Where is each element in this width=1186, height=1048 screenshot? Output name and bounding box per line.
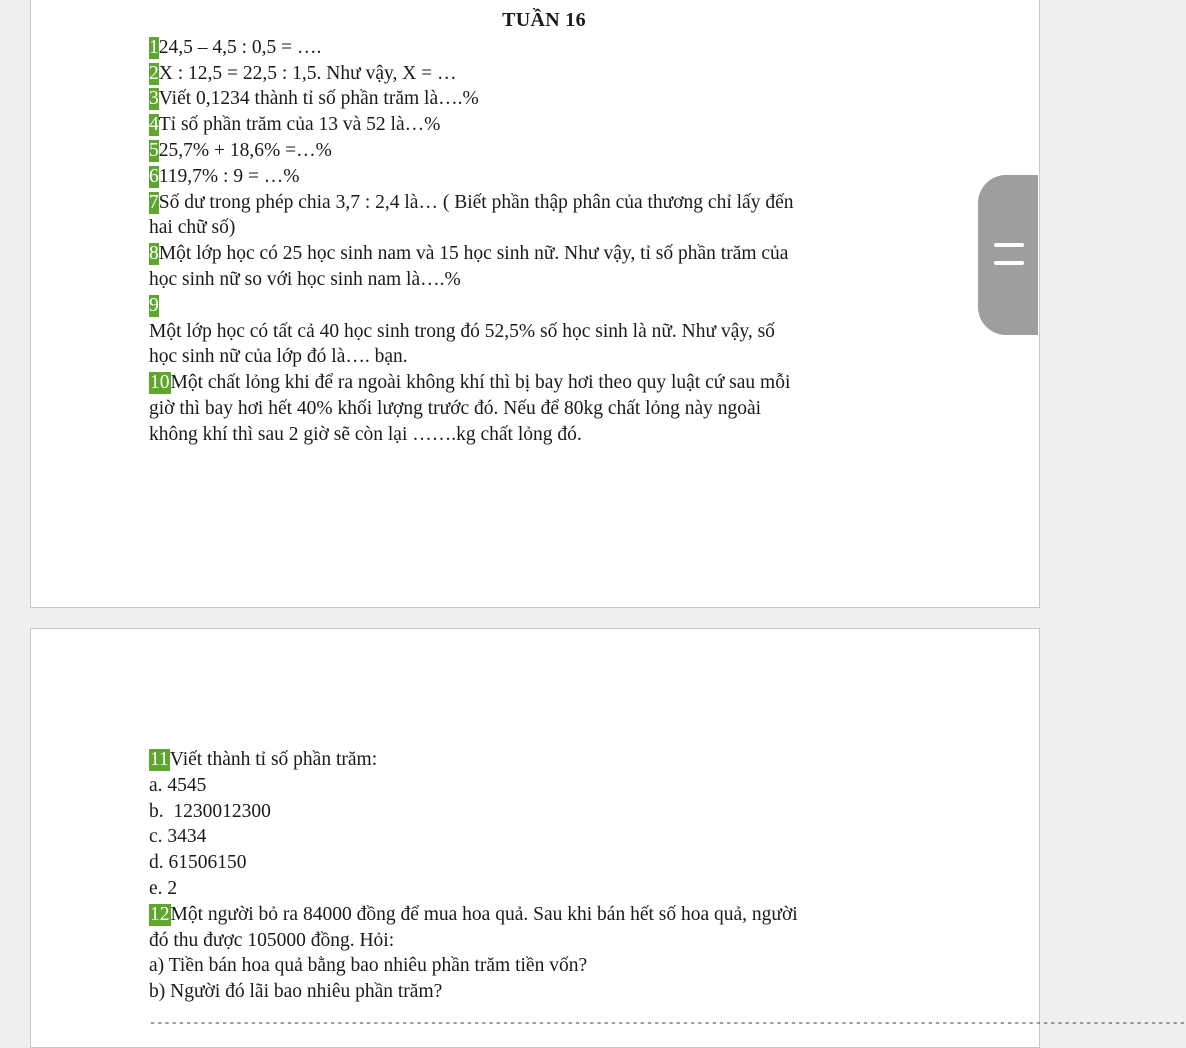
question-10-continued-1: giờ thì bay hơi hết 40% khối lượng trước đó. Nếu để 80kg chất lỏng này ngoài [149, 397, 762, 419]
question-number: 2 [149, 62, 159, 84]
page-2-content [149, 747, 1186, 1037]
question-number: 5 [149, 139, 159, 161]
question-number: 4 [149, 114, 159, 136]
question-11 [149, 747, 939, 773]
question-text: Một chất lỏng khi để ra ngoài không khí thì bị bay hơi theo quy luật cứ sau mỗi [170, 372, 791, 394]
question-10 [149, 370, 939, 396]
option-e: e. 2 [149, 877, 178, 899]
question-10-continued-2: không khí thì sau 2 giờ sẽ còn lại …….kg chất lỏng đó. [149, 423, 582, 445]
question-number: 8 [149, 243, 159, 265]
question-number: 7 [149, 191, 159, 213]
question-1 [149, 35, 939, 61]
question-text: 24,5 – 4,5 : 0,5 = …. [158, 36, 322, 58]
question-12-part-b: b) Người đó lãi bao nhiêu phần trăm? [149, 981, 443, 1003]
question-7-continued: hai chữ số) [149, 217, 236, 239]
question-text: 25,7% + 18,6% =…% [158, 139, 332, 161]
question-text: Viết thành tỉ số phần trăm: [169, 749, 378, 770]
page-1-content [149, 8, 939, 448]
question-text: Viết 0,1234 thành tỉ số phần trăm là….% [158, 88, 479, 110]
question-number: 1 [149, 36, 159, 58]
question-number: 9 [149, 294, 159, 316]
scroll-handle[interactable] [978, 175, 1038, 335]
option-b: b. 1230012300 [149, 800, 271, 822]
question-text: Tỉ số phần trăm của 13 và 52 là…% [158, 114, 441, 136]
question-12-continued: đó thu được 105000 đồng. Hỏi: [149, 929, 395, 951]
question-text: Một lớp học có 25 học sinh nam và 15 học sinh nữ. Như vậy, tỉ số phần trăm của [158, 243, 789, 265]
question-text: Số dư trong phép chia 3,7 : 2,4 là… ( Biết phần thập phân của thương chỉ lấy đến [158, 191, 794, 213]
question-number: 10 [150, 372, 170, 394]
question-2 [149, 61, 939, 87]
option-a: a. 4545 [149, 774, 207, 796]
question-text: 119,7% : 9 = …% [158, 165, 300, 187]
question-number: 6 [149, 165, 159, 187]
question-9-continued: học sinh nữ của lớp đó là…. bạn. [149, 346, 408, 368]
document-page-2 [30, 628, 1186, 1048]
question-text: X : 12,5 = 22,5 : 1,5. Như vậy, X = … [158, 62, 457, 84]
question-text: Một người bỏ ra 84000 đồng để mua hoa quả. Sau khi bán hết số hoa quả, người [170, 903, 798, 925]
document-page-1 [30, 0, 1040, 608]
question-number: 11 [150, 749, 169, 770]
page-title: TUẦN 16 [502, 9, 586, 31]
option-d: d. 61506150 [149, 852, 247, 874]
question-8 [149, 241, 939, 267]
option-c: c. 3434 [149, 826, 207, 848]
question-4 [149, 112, 939, 138]
question-3 [149, 86, 939, 112]
question-number: 12 [150, 903, 170, 925]
divider-line: ------------------------------------------------------------------------------------------------------------------------------------------------ [149, 1015, 1186, 1030]
question-5 [149, 138, 939, 164]
question-9-text: Một lớp học có tất cả 40 học sinh trong đó 52,5% số học sinh là nữ. Như vậy, số [149, 320, 775, 342]
question-number: 3 [149, 88, 159, 110]
question-12-part-a: a) Tiền bán hoa quả bằng bao nhiêu phần trăm tiền vốn? [149, 955, 588, 977]
question-12 [149, 902, 939, 928]
question-9 [149, 293, 939, 319]
question-7 [149, 190, 939, 216]
question-8-continued: học sinh nữ so với học sinh nam là….% [149, 268, 461, 290]
question-6 [149, 164, 939, 190]
